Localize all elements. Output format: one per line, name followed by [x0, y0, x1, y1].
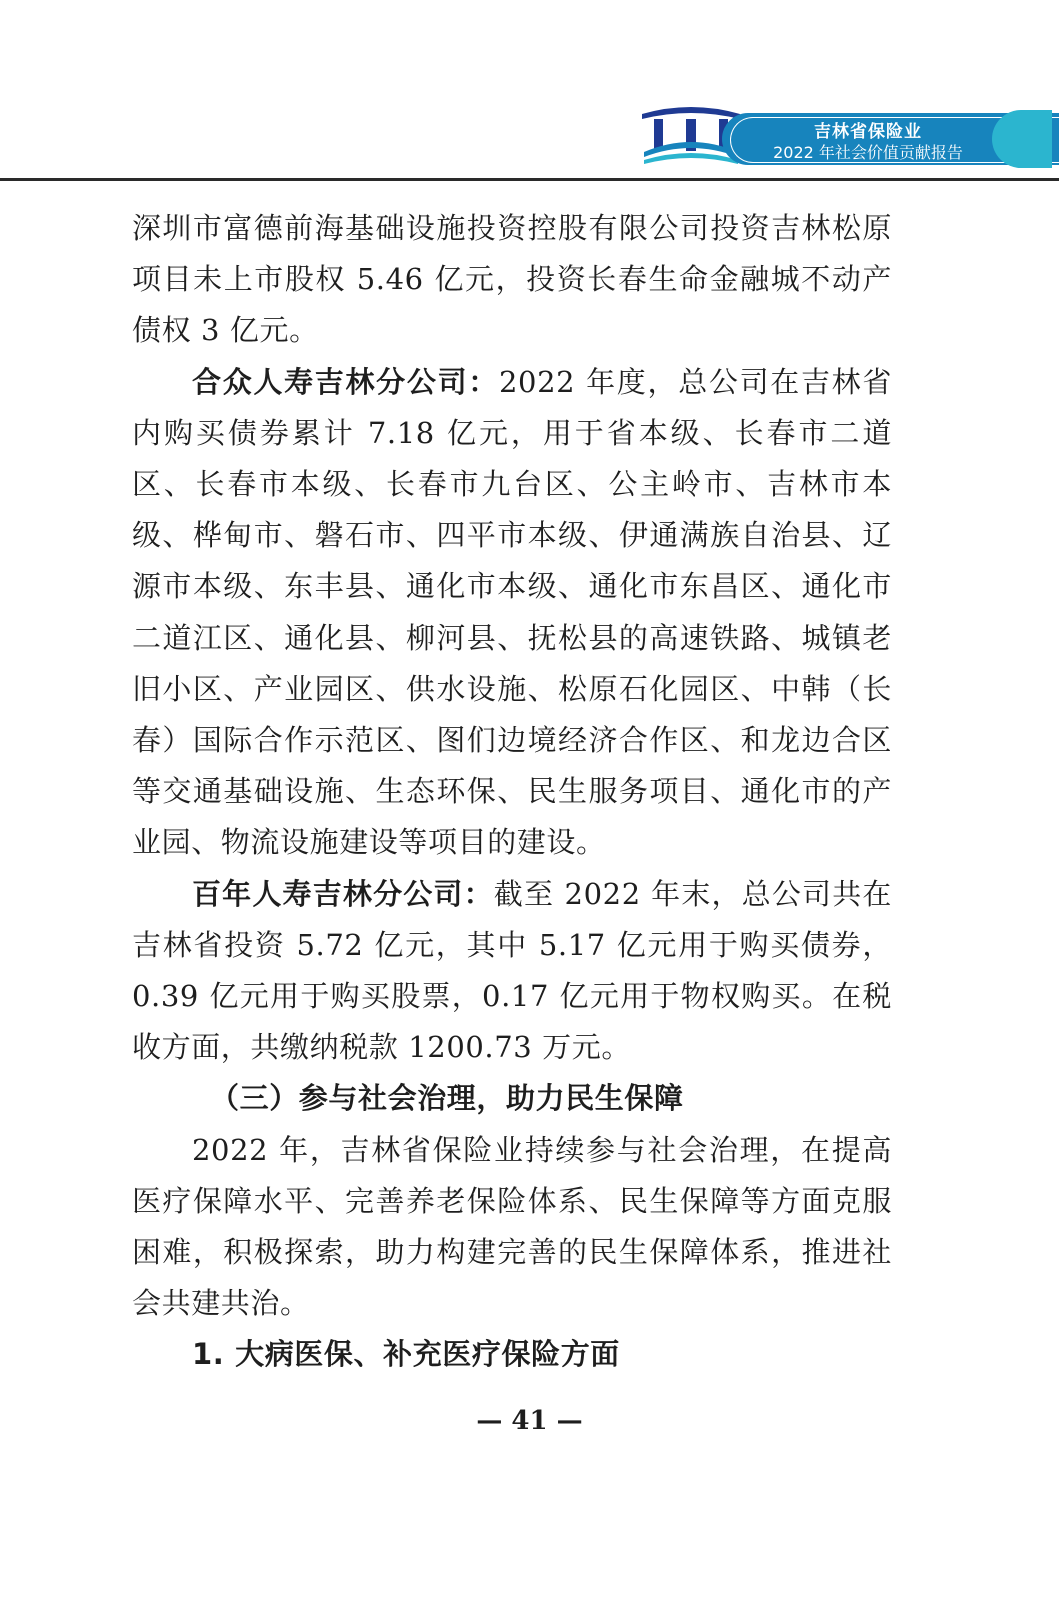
paragraph-lead-bainian: 百年人寿吉林分公司： — [192, 876, 494, 911]
paragraph-social-governance: 2022 年，吉林省保险业持续参与社会治理，在提高医疗保障水平、完善养老保险体系、民生保障等方面克服困难，积极探索，助力构建完善的民生保障体系，推进社会共建共治。 — [132, 1132, 892, 1321]
header-divider — [0, 178, 1059, 181]
page-number: — 41 — — [476, 1406, 583, 1436]
paragraph-body-hezhong: 2022 年度，总公司在吉林省内购买债券累计 7.18 亿元，用于省本级、长春市二道区、长春市本级、长春市九台区、公主岭市、吉林市本级、桦甸市、磐石市、四平市本级、伊通满族自治县、辽源市本级、东丰县、通化市本级、通化市东昌区、通化市二道江区、通化县、柳河县、抚松县的高速铁路、城镇老旧小区、产业园区、供水设施、松原石化园区、中韩（长春）国际合作示范区、图们边境经济合作区、和龙边合区等交通基础设施、生态环保、民生服务项目、通化市的产业园、物流设施建设等项目的建设。 — [132, 364, 892, 860]
page-header — [0, 0, 1059, 185]
paragraph-lead-hezhong: 合众人寿吉林分公司： — [192, 364, 499, 399]
paragraph-bainian-life — [132, 869, 892, 1074]
page-content — [132, 203, 892, 1381]
paragraph-hezhong-life — [132, 357, 892, 869]
subsection-heading: 1. 大病医保、补充医疗保险方面 — [192, 1337, 620, 1372]
section-heading: （三）参与社会治理，助力民生保障 — [210, 1081, 684, 1116]
report-title: 2022 年社会价值贡献报告 — [773, 143, 963, 162]
report-org-title: 吉林省保险业 — [814, 122, 922, 142]
paragraph-fude-investment: 深圳市富德前海基础设施投资控股有限公司投资吉林松原项目未上市股权 5.46 亿元，投资长春生命金融城不动产债权 3 亿元。 — [132, 211, 892, 348]
paragraph-body-bainian: 截至 2022 年末，总公司共在吉林省投资 5.72 亿元，其中 5.17 亿元用于购买债券，0.39 亿元用于购买股票，0.17 亿元用于物权购买。在税收方面，共缴纳税款 1200.73 万元。 — [132, 876, 892, 1065]
